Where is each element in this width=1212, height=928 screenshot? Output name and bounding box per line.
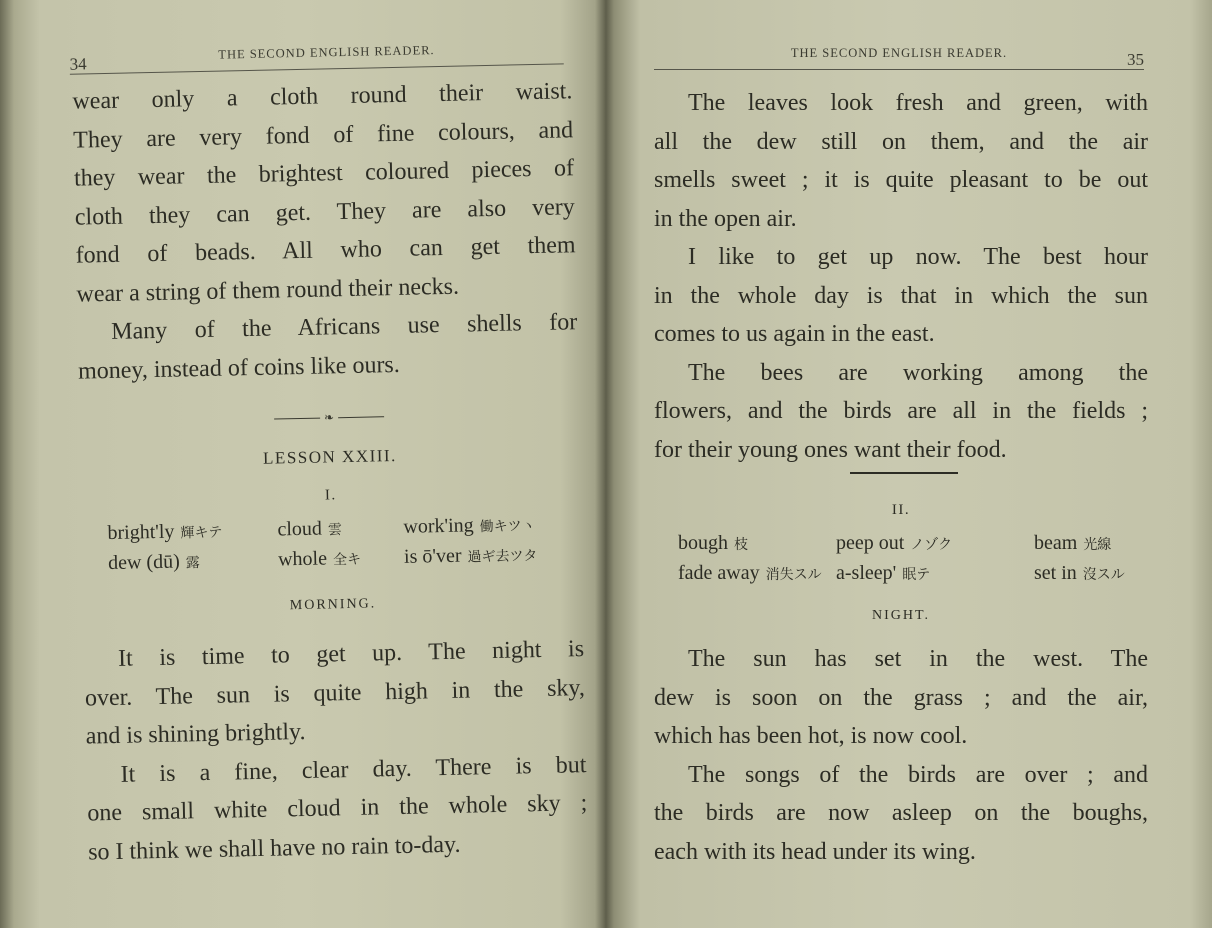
vocab-item: whole 全キ <box>277 547 362 571</box>
story-text <box>654 640 1148 871</box>
text-line: each with its head under its wing. <box>654 838 976 865</box>
page-number: 35 <box>1127 50 1144 69</box>
story-text <box>84 630 589 871</box>
text-line: so I think we shall have no rain to-day. <box>87 831 461 866</box>
page-number: 34 <box>69 54 87 74</box>
running-head-title: THE SECOND ENGLISH READER. <box>218 43 435 62</box>
vocab-item: cloud 雲 <box>277 517 343 541</box>
story-title: MORNING. <box>289 596 377 614</box>
text-line: They are very fond of fine colours, and <box>72 116 574 154</box>
vocab-row <box>654 532 1148 562</box>
text-line: in the open air. <box>654 205 797 232</box>
vocab-item: set in 沒スル <box>1034 562 1125 584</box>
vocab-item: dew (dū) 露 <box>107 550 200 575</box>
text-line: The songs of the birds are over ; and <box>688 761 1148 788</box>
vocab-item: bright'ly 輝キテ <box>107 520 223 545</box>
text-line: dew is soon on the grass ; and the air, <box>654 684 1148 711</box>
text-line: one small white cloud in the whole sky ; <box>87 790 588 827</box>
text-line: The leaves look fresh and green, with <box>688 90 1148 116</box>
vocab-item: fade away 消失スル <box>678 562 822 584</box>
text-line: flowers, and the birds are all in the fields ; <box>654 398 1148 424</box>
text-line: wear a string of them round their necks. <box>76 273 460 308</box>
text-line: The sun has set in the west. The <box>688 646 1148 672</box>
vocab-item: is ō'ver 過ギ去ツタ <box>403 544 538 568</box>
vocab-item: peep out ノゾク <box>836 532 953 554</box>
text-line: the birds are now asleep on the boughs, <box>654 800 1148 826</box>
right-page <box>612 0 1212 928</box>
vocab-row <box>654 562 1148 592</box>
vocab-item: a-sleep' 眠テ <box>836 562 931 584</box>
vocab-heading: II. <box>891 502 911 518</box>
running-head-title: THE SECOND ENGLISH READER. <box>790 46 1008 60</box>
text-line: for their young ones want their food. <box>654 436 1007 463</box>
text-line: comes to us again in the east. <box>654 321 935 347</box>
vocab-item: work'ing 働キツヽ <box>403 514 536 538</box>
vocab-item: beam 光線 <box>1034 532 1112 554</box>
text-line: money, instead of coins like ours. <box>77 351 401 385</box>
story-title: NIGHT. <box>871 608 930 623</box>
text-line: smells sweet ; it is quite pleasant to be out <box>654 167 1148 193</box>
text-line: in the whole day is that in which the sun <box>654 282 1148 309</box>
text-line: It is a fine, clear day. There is but <box>120 751 587 788</box>
lesson-title: LESSON XXIII. <box>262 445 398 468</box>
running-head <box>654 46 1144 70</box>
running-head <box>69 40 563 74</box>
vocab-heading: I. <box>324 487 337 504</box>
text-line: cloth they can get. They are also very <box>74 193 576 231</box>
section-rule <box>850 472 958 474</box>
text-line: The bees are working among the <box>688 359 1148 386</box>
text-line: fond of beads. All who can get them <box>75 232 576 269</box>
text-line: all the dew still on them, and the air <box>654 128 1148 155</box>
text-line: Many of the Africans use shells for <box>111 309 578 345</box>
intro-text <box>654 84 1148 469</box>
text-line: they wear the brightest coloured pieces of <box>73 155 575 192</box>
vocabulary-list <box>81 512 582 582</box>
vocab-item: bough 枝 <box>678 532 748 554</box>
vocabulary-list <box>654 532 1148 592</box>
text-line: It is time to get up. The night is <box>117 636 585 672</box>
text-line: I like to get up now. The best hour <box>688 244 1148 270</box>
text-line: which has been hot, is now cool. <box>654 723 968 749</box>
text-line: and is shining brightly. <box>85 718 306 750</box>
text-line: over. The sun is quite high in the sky, <box>84 674 586 712</box>
text-line: wear only a cloth round their waist. <box>72 78 573 115</box>
ornament-divider: ❧ <box>79 404 579 434</box>
intro-text <box>72 72 578 390</box>
